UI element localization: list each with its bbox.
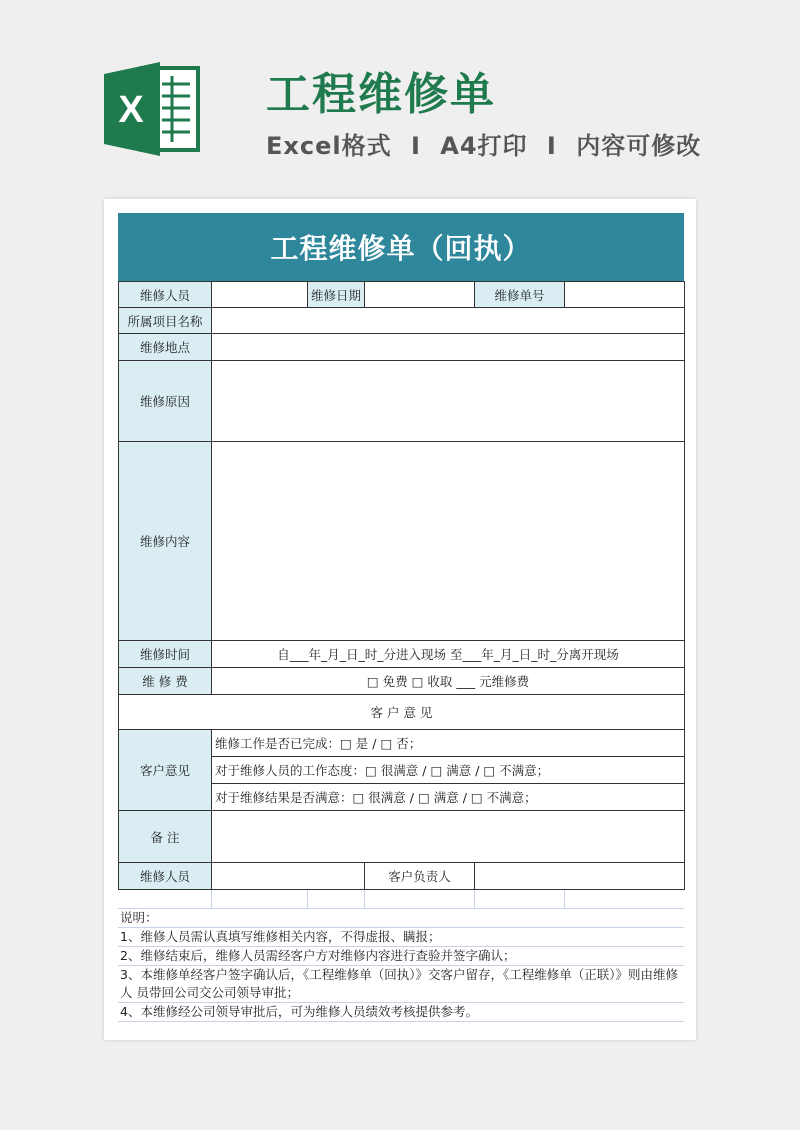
table-row [119,308,685,334]
notes-item: 2、维修结束后，维修人员需经客户方对维修内容进行查验并签字确认； [118,947,684,966]
content-label: 维修内容 [119,442,212,641]
opinion-completed[interactable]: 维修工作是否已完成：□ 是 / □ 否； [212,730,685,757]
repair-form-table [118,281,685,890]
table-row [119,811,685,863]
fee-label: 维 修 费 [119,668,212,695]
location-label: 维修地点 [119,334,212,361]
excel-logo-icon [104,62,204,156]
table-row [119,730,685,757]
opinion-attitude[interactable]: 对于维修人员的工作态度：□ 很满意 / □ 满意 / □ 不满意； [212,757,685,784]
table-row [119,442,685,641]
notes-item: 1、维修人员需认真填写维修相关内容，不得虚报、瞒报； [118,928,684,947]
subtitle-print: A4打印 [440,132,528,160]
subtitle-format: Excel格式 [266,132,392,160]
opinion-result[interactable]: 对于维修结果是否满意：□ 很满意 / □ 满意 / □ 不满意； [212,784,685,811]
table-row [119,361,685,442]
table-row [119,695,685,730]
repair-date-label: 维修日期 [308,282,365,308]
project-name-field[interactable] [212,308,685,334]
table-row [119,863,685,890]
time-value[interactable]: 自___年_月_日_时_分进入现场 至___年_月_日_时_分离开现场 [212,641,685,668]
notes-item: 3、本维修单经客户签字确认后，《工程维修单（回执）》交客户留存，《工程维修单（正联）》则由维修人 员带回公司交公司领导审批； [118,966,684,1003]
order-no-label: 维修单号 [475,282,565,308]
table-row [119,282,685,308]
repair-form-sheet [118,213,684,1022]
sign-customer-manager-label: 客户负责人 [365,863,475,890]
notes-section [118,890,684,1022]
repair-person-label: 维修人员 [119,282,212,308]
page-subtitle [266,126,701,161]
opinion-header: 客 户 意 见 [119,695,685,730]
sign-customer-manager-field[interactable] [475,863,685,890]
reason-label: 维修原因 [119,361,212,442]
content-field[interactable] [212,442,685,641]
remarks-field[interactable] [212,811,685,863]
order-no-field[interactable] [565,282,685,308]
subtitle-separator: I [546,132,557,160]
table-row [119,334,685,361]
page-title: 工程维修单 [266,69,496,120]
opinion-label: 客户意见 [119,730,212,811]
grid-row [118,890,684,909]
fee-value[interactable]: □ 免费 □ 收取 ___ 元维修费 [212,668,685,695]
repair-person-field[interactable] [212,282,308,308]
sign-repair-person-label: 维修人员 [119,863,212,890]
repair-date-field[interactable] [365,282,475,308]
notes-heading: 说明： [118,909,684,928]
subtitle-separator: I [410,132,421,160]
table-row [119,641,685,668]
time-label: 维修时间 [119,641,212,668]
notes-item: 4、本维修经公司领导审批后，可为维修人员绩效考核提供参考。 [118,1003,684,1022]
remarks-label: 备 注 [119,811,212,863]
sign-repair-person-field[interactable] [212,863,365,890]
form-banner-title: 工程维修单（回执） [118,213,684,281]
subtitle-editable: 内容可修改 [576,132,702,160]
svg-text:X: X [118,89,144,131]
reason-field[interactable] [212,361,685,442]
table-row [119,668,685,695]
project-name-label: 所属项目名称 [119,308,212,334]
location-field[interactable] [212,334,685,361]
